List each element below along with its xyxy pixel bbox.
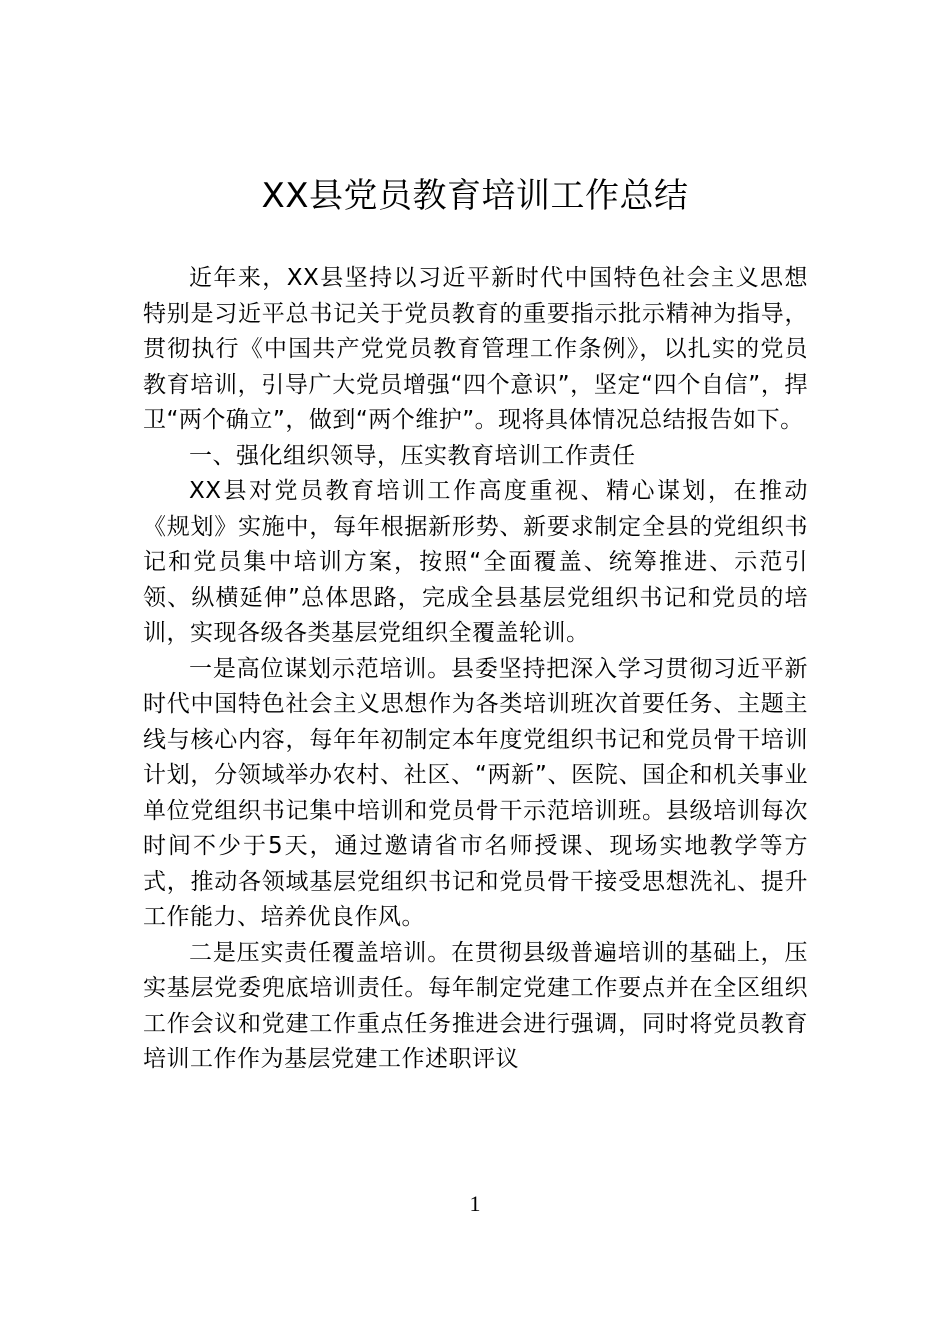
intro-paragraph: 近年来，XX县坚持以习近平新时代中国特色社会主义思想特别是习近平总书记关于党员教育的重要指示批示精神为指导，贯彻执行《中国共产党党员教育管理工作条例》，以扎实的党员教育培训，引导广大党员增强“四个意识”，坚定“四个自信”，捍卫“两个确立”，做到“两个维护”。现将具体情况总结报告如下。 [143,265,808,433]
page-number: 1 [469,1191,481,1216]
point-2-paragraph: 二是压实责任覆盖培训。在贯彻县级普遍培训的基础上，压实基层党委兜底培训责任。每年制定党建工作要点并在全区组织工作会议和党建工作重点任务推进会进行强调，同时将党员教育培训工作作为基层党建工作述职评议 [143,939,808,1072]
section-1-paragraph: XX县对党员教育培训工作高度重视、精心谋划，在推动《规划》实施中，每年根据新形势、新要求制定全县的党组织书记和党员集中培训方案，按照“全面覆盖、统筹推进、示范引领、纵横延伸”总体思路，完成全县基层党组织书记和党员的培训，实现各级各类基层党组织全覆盖轮训。 [143,478,808,646]
point-1-paragraph: 一是高位谋划示范培训。县委坚持把深入学习贯彻习近平新时代中国特色社会主义思想作为各类培训班次首要任务、主题主线与核心内容，每年年初制定本年度党组织书记和党员骨干培训计划，分领域举办农村、社区、“两新”、医院、国企和机关事业单位党组织书记集中培训和党员骨干示范培训班。县级培训每次时间不少于5天，通过邀请省市名师授课、现场实地教学等方式，推动各领域基层党组织书记和党员骨干接受思想洗礼、提升工作能力、培养优良作风。 [143,655,808,930]
document-body [143,261,808,1078]
document-title: XX县党员教育培训工作总结 [261,176,689,216]
section-heading-1: 一、强化组织领导，压实教育培训工作责任 [189,442,636,469]
